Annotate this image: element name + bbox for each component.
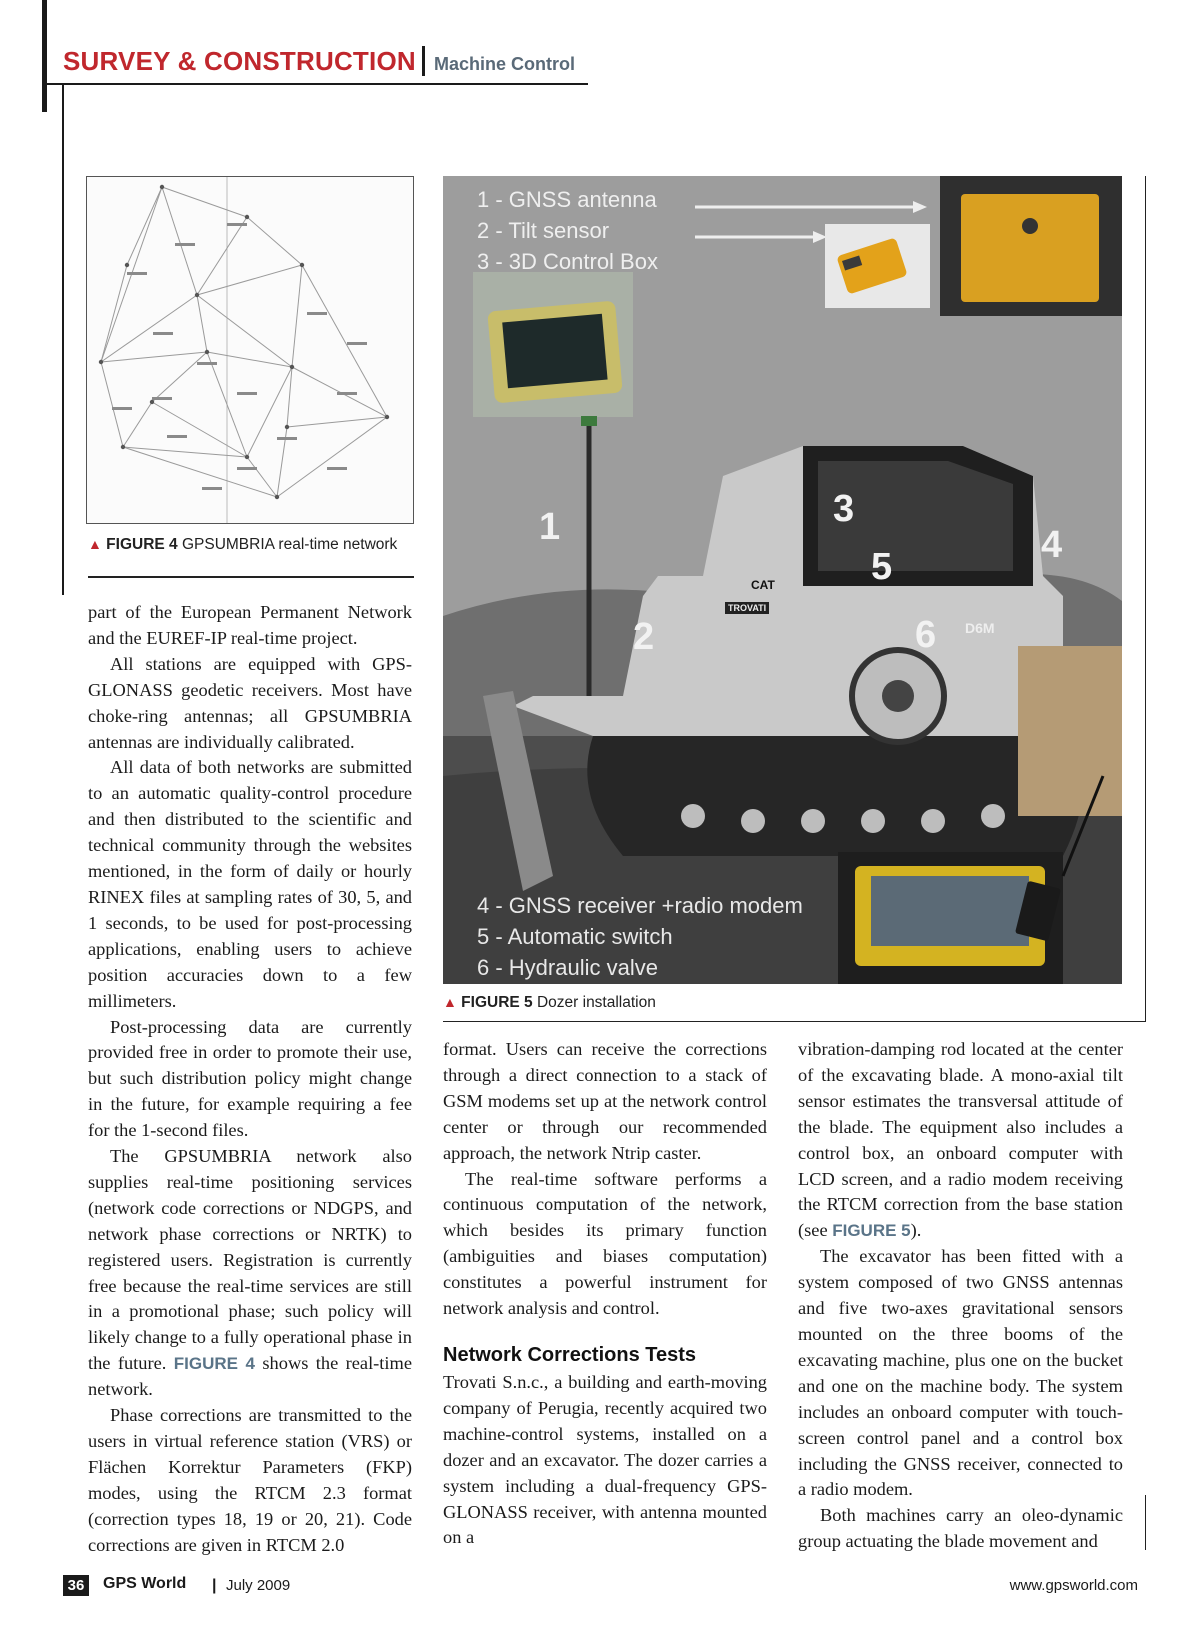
marker-3: 3 <box>833 488 855 530</box>
paragraph <box>88 1144 412 1403</box>
figure-5-dozer-photo <box>443 176 1122 984</box>
paragraph: Post-processing data are currently provided free in order to promote their use, but such distribution policy might change in the future, for example requiring a fee for the 1-second files. <box>88 1016 412 1141</box>
header-bar <box>42 0 47 112</box>
caption-triangle-icon: ▲ <box>443 994 457 1010</box>
caption-triangle-icon: ▲ <box>88 536 102 552</box>
figure-4-caption <box>88 534 418 555</box>
paragraph: format. Users can receive the corrections through a direct connection to a stack of GSM modems set up at the network control center or through our recommended approach, the network Ntrip caster. <box>443 1039 767 1163</box>
paragraph-text: shows the real-time network. <box>88 1353 412 1400</box>
paragraph: All data of both networks are submitted to an automatic quality-control procedure and then distributed to the scientific and technical community through the websites mentioned, in the form of daily or hourly RINEX files at sampling rates of 30, 5, and 1 seconds, to be used for post-processing applications, enabling users to achieve position accuracies down to a few millimeters. <box>88 757 412 1011</box>
section-heading: Network Corrections Tests <box>443 1343 697 1366</box>
figure-5-reference: FIGURE 5 <box>832 1221 911 1241</box>
footer-separator: | <box>212 1577 217 1594</box>
article-column-2 <box>443 1037 767 1551</box>
figure-5-right-rule <box>1145 176 1146 1022</box>
marker-6: 6 <box>915 614 937 656</box>
marker-1: 1 <box>539 506 561 548</box>
paragraph: The real-time software performs a continuous computation of the network, which besides its primary function (ambiguities and biases computation) constitutes a powerful instrument for network analysis and control. <box>443 1168 767 1319</box>
section-title: SURVEY & CONSTRUCTION <box>63 46 416 76</box>
legend-item-hydraulic-valve: 6 - Hydraulic valve <box>477 955 658 980</box>
paragraph-text: vibration-damping rod located at the center of the excavating blade. A mono-axial tilt sensor estimates the transversal attitude of the blade. The equipment also includes a control box, an onboard computer with LCD screen, and a radio modem receiving the RTCM correction from the base station (see <box>798 1039 1123 1241</box>
machine-model-d6m: D6M <box>965 620 995 636</box>
paragraph-text: The GPSUMBRIA network also supplies real-time positioning services (network code corrections or NDGPS, and network phase corrections or NRTK) to registered users. Registration is currently free because the real-time services are still in a promotional phase; such policy will likely change to a fully operational phase in the future. <box>88 1146 412 1374</box>
paragraph: All stations are equipped with GPS-GLONASS geodetic receivers. Most have choke-ring antennas; all GPSUMBRIA antennas are individually calibrated. <box>88 653 412 752</box>
network-map-graphic <box>87 177 413 523</box>
figure-5-caption-text: Dozer installation <box>536 994 656 1011</box>
header-separator <box>422 46 425 76</box>
legend-item-tilt-sensor: 2 - Tilt sensor <box>477 218 610 243</box>
article-column-3 <box>798 1037 1123 1555</box>
paragraph: The excavator has been fitted with a system composed of two GNSS antennas and five two-axes gravitational sensors mounted on the three booms of the excavating machine, plus one on the bucket and one on the machine body. The system includes an onboard computer with touch-screen control panel and a control box including the GNSS receiver, connected to a radio modem. <box>798 1246 1123 1500</box>
figure-4-caption-text: GPSUMBRIA real-time network <box>181 536 398 553</box>
marker-5: 5 <box>871 546 893 588</box>
article-column-1 <box>88 600 412 1559</box>
figure-5-legend-top <box>477 184 658 277</box>
column-3-right-rule <box>1145 1495 1146 1550</box>
figure-4-label: FIGURE 4 <box>106 536 178 553</box>
legend-item-control-box: 3 - 3D Control Box <box>477 249 658 274</box>
figure-5-bottom-rule <box>443 1021 1146 1022</box>
section-subtitle: Machine Control <box>434 54 576 74</box>
publication-name: GPS World <box>103 1575 187 1592</box>
paragraph: part of the European Permanent Network and the EUREF-IP real-time project. <box>88 602 412 648</box>
dozer-photo-graphic <box>443 176 1122 984</box>
header-rule <box>42 83 588 85</box>
page-number: 36 <box>63 1575 89 1596</box>
machine-brand-cat: CAT <box>751 578 775 592</box>
website-link[interactable]: www.gpsworld.com <box>1009 1577 1138 1594</box>
paragraph: Both machines carry an oleo-dynamic group actuating the blade movement and <box>798 1505 1123 1552</box>
legend-item-automatic-switch: 5 - Automatic switch <box>477 924 673 949</box>
machine-company-label: TROVATI <box>725 602 769 614</box>
marker-2: 2 <box>633 616 655 658</box>
paragraph: Trovati S.n.c., a building and earth-moving company of Perugia, recently acquired two machine-control systems, installed on a dozer and an excavator. The dozer carries a system including a dual-frequency GPS-GLONASS receiver, with antenna mounted on a <box>443 1371 767 1548</box>
left-margin-rule <box>62 85 64 595</box>
figure-4-reference: FIGURE 4 <box>173 1354 255 1374</box>
figure-4-rule <box>88 576 414 578</box>
publication-date: July 2009 <box>226 1577 291 1594</box>
paragraph-text: ). <box>910 1220 922 1241</box>
legend-item-gnss-receiver: 4 - GNSS receiver +radio modem <box>477 893 803 918</box>
paragraph <box>798 1037 1123 1244</box>
paragraph: Phase corrections are transmitted to the users in virtual reference station (VRS) or Flächen Korrektur Parameters (FKP) modes, using the RTCM 2.3 format (correction types 18, 19 or 20, 21). Code corrections are given in RTCM 2.0 <box>88 1405 412 1555</box>
figure-5-legend-bottom <box>477 890 803 983</box>
marker-4: 4 <box>1041 524 1063 566</box>
figure-5-label: FIGURE 5 <box>461 994 533 1011</box>
figure-4-network-map <box>86 176 414 524</box>
legend-item-gnss-antenna: 1 - GNSS antenna <box>477 187 657 212</box>
figure-5-caption <box>443 994 656 1012</box>
